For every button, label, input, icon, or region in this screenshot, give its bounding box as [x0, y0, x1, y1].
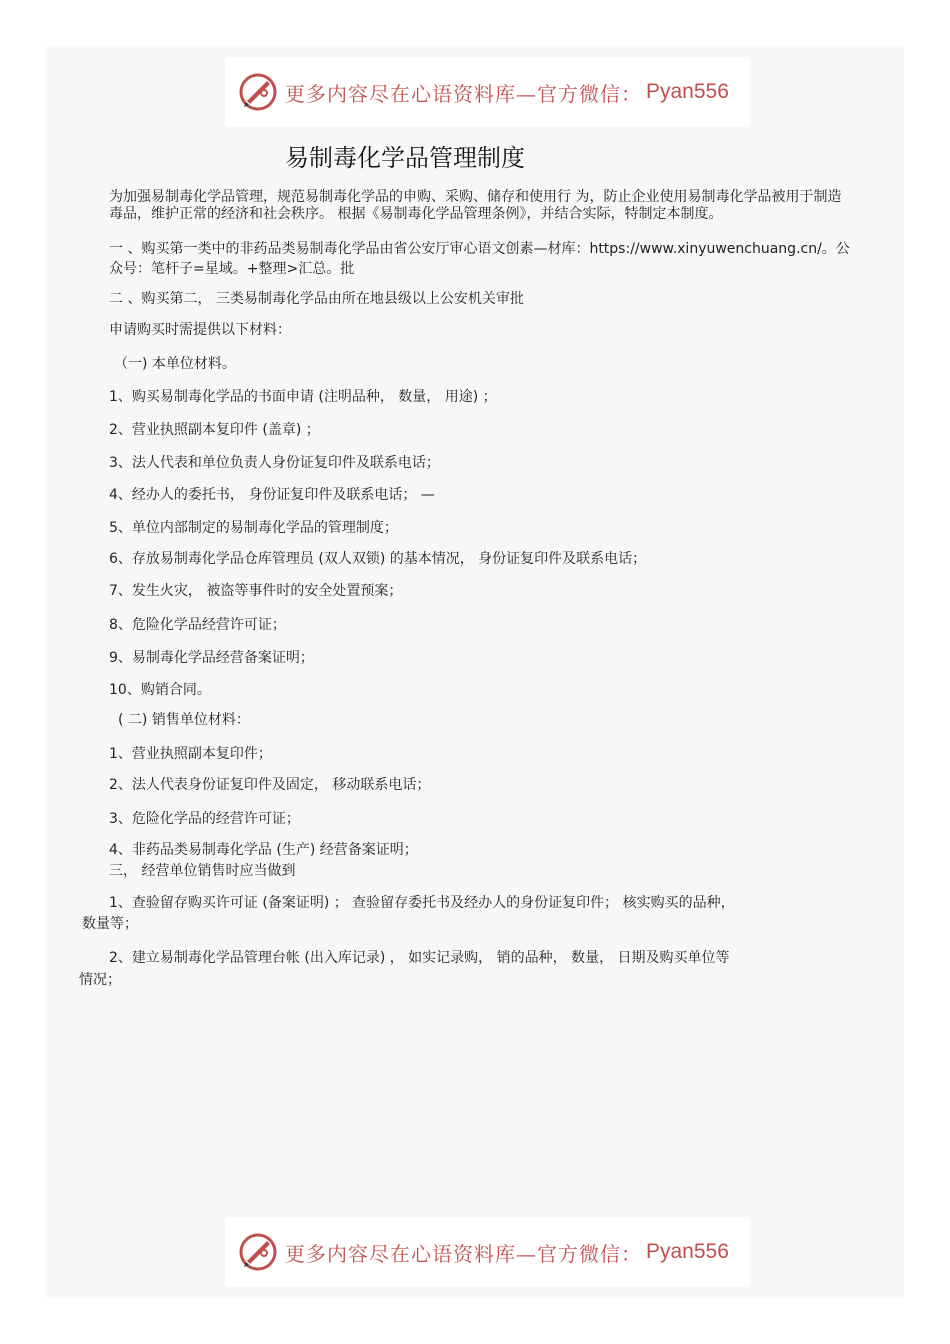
list-item: 9、易制毒化学品经营备案证明；	[109, 650, 314, 666]
brand-logo-icon	[237, 71, 279, 113]
list-item: 2、营业执照副本复印件 (盖章) ；	[109, 422, 320, 438]
paragraph-line: 毒品，维护正常的经济和社会秩序。 根据《易制毒化学品管理条例》，并结合实际，特制定本制度。	[109, 206, 723, 222]
section-heading: ( 二) 销售单位材料：	[118, 712, 250, 728]
list-item: 1、购买易制毒化学品的书面申请 (注明品种， 数量， 用途) ；	[109, 389, 497, 405]
banner-wechat-id: Pyan556	[646, 80, 729, 103]
section-heading: （一) 本单位材料。	[114, 356, 236, 372]
list-item: 8、危险化学品经营许可证；	[109, 617, 286, 633]
list-item: 1、查验留存购买许可证 (备案证明) ； 查验留存委托书及经办人的身份证复印件； 核实购买的品种，	[109, 895, 735, 911]
list-item: 3、危险化学品的经营许可证；	[109, 811, 300, 827]
list-item: 2、法人代表身份证复印件及固定， 移动联系电话；	[109, 777, 431, 793]
banner-text: 更多内容尽在心语资料库—官方微信：	[285, 1241, 642, 1266]
paragraph-line: 二 、购买第二， 三类易制毒化学品由所在地县级以上公安机关审批	[109, 291, 524, 307]
list-item: 4、非药品类易制毒化学品 (生产) 经营备案证明；	[109, 842, 418, 858]
banner-wechat-id: Pyan556	[646, 1240, 729, 1263]
paragraph-line: 众号：笔杆子=星域。+整理>汇总。批	[109, 261, 355, 277]
list-item: 4、经办人的委托书， 身份证复印件及联系电话； —	[109, 487, 435, 503]
list-item: 10、购销合同。	[109, 682, 211, 698]
list-item: 5、单位内部制定的易制毒化学品的管理制度；	[109, 520, 398, 536]
list-item: 6、存放易制毒化学品仓库管理员 (双人双锁) 的基本情况， 身份证复印件及联系电话；	[109, 551, 647, 567]
footer-banner	[225, 1217, 750, 1287]
list-item: 2、建立易制毒化学品管理台帐 (出入库记录) ， 如实记录购， 销的品种， 数量， 日期及购买单位等	[109, 950, 730, 966]
header-banner	[225, 57, 750, 127]
list-item: 7、发生火灾， 被盗等事件时的安全处置预案；	[109, 583, 403, 599]
banner-text: 更多内容尽在心语资料库—官方微信：	[285, 81, 642, 106]
paragraph-line: 申请购买时需提供以下材料：	[109, 322, 291, 338]
brand-logo-icon	[237, 1231, 279, 1273]
list-item: 1、营业执照副本复印件；	[109, 746, 272, 762]
list-item-continuation: 情况；	[79, 972, 121, 988]
paragraph-line: 为加强易制毒化学品管理，规范易制毒化学品的申购、采购、储存和使用行 为，防止企业使用易制毒化学品被用于制造	[109, 189, 842, 205]
list-item-continuation: 数量等；	[82, 916, 138, 932]
paragraph-line: 一 、购买第一类中的非药品类易制毒化学品由省公安厅审心语文创素—材库：https://www.xinyuwenchuang.cn/。公	[109, 241, 850, 257]
document-page	[46, 46, 904, 1298]
list-item: 3、法人代表和单位负责人身份证复印件及联系电话；	[109, 455, 440, 471]
document-title: 易制毒化学品管理制度	[285, 144, 525, 172]
section-heading: 三， 经营单位销售时应当做到	[109, 863, 296, 879]
